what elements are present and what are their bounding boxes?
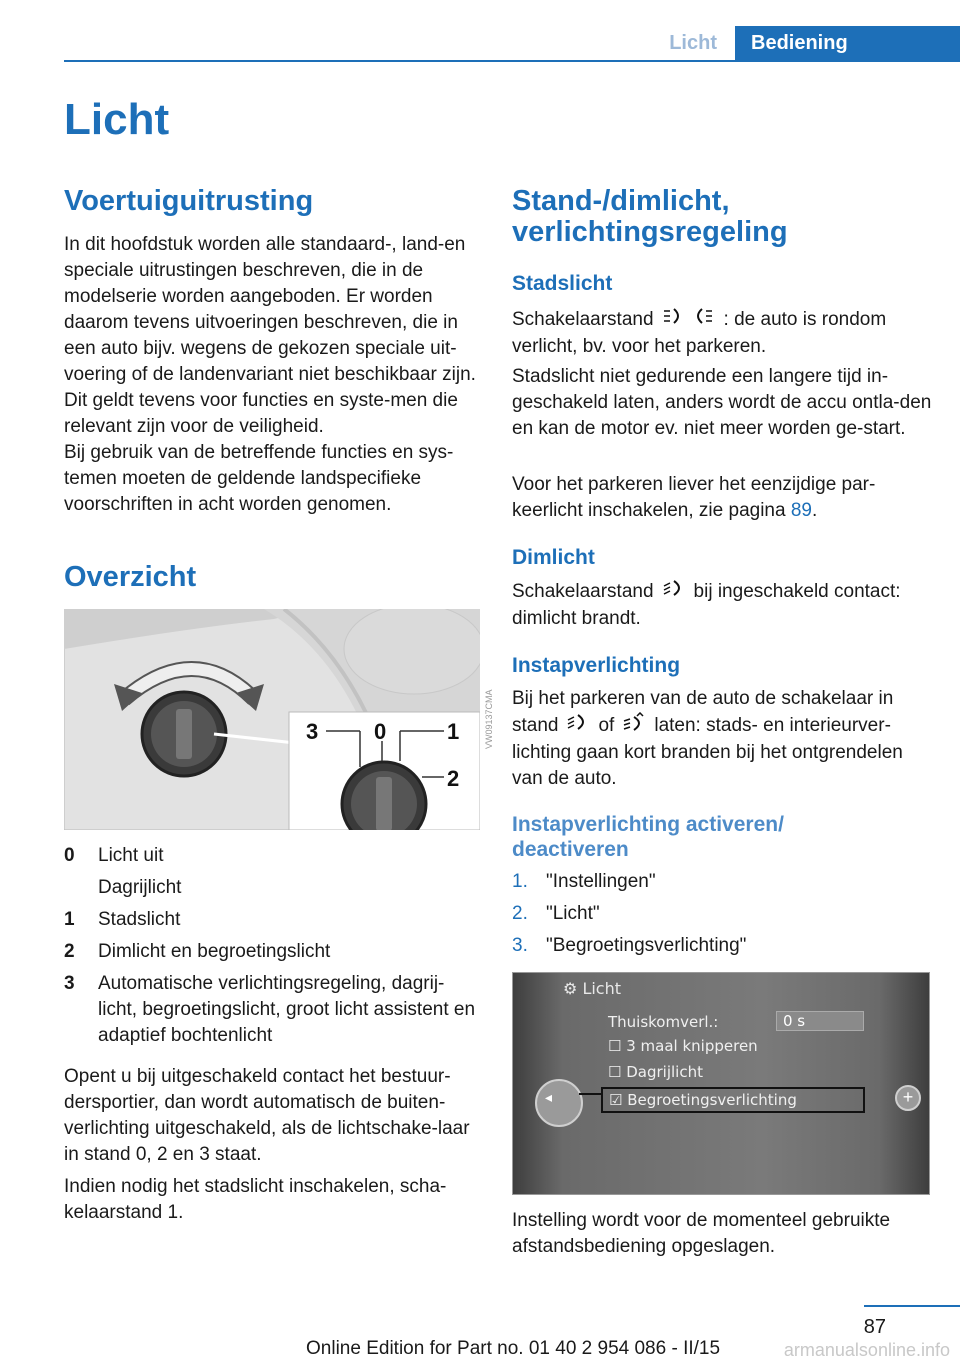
figure-label-0: 0 [374, 719, 387, 744]
header-tab-licht: Licht [669, 32, 717, 54]
light-switch-figure [64, 609, 494, 830]
gear-icon: ⚙ [563, 979, 578, 998]
instap-text-a: Bij het parkeren van de auto de schakelaar in stand [512, 688, 894, 737]
legend-text: Stadslicht [98, 909, 181, 930]
parking-light-icon [662, 306, 716, 334]
legend-item [64, 907, 480, 933]
screen-header [563, 979, 621, 998]
light-switch-illustration [64, 609, 480, 830]
legend-item [64, 843, 480, 869]
legend-num: 3 [64, 973, 75, 994]
paragraph-stadslicht-3 [512, 472, 932, 524]
arrow-left-icon: ◂ [545, 1089, 553, 1105]
instap-text-b: laten: stads- en interieurver-lichting gaan kort branden bij het ontgrendelen van de auto. [512, 715, 903, 789]
step-number: 3. [512, 935, 528, 956]
legend-text: Dimlicht en begroetingslicht [98, 941, 331, 962]
paragraph-voertuig-2: Bij gebruik van de betreffende functies en sys-temen moeten de geldende landspecifieke voorschriften in acht worden genomen. [64, 442, 454, 515]
list-item [512, 933, 932, 959]
legend-item [64, 971, 480, 1049]
auto-light-icon [622, 712, 646, 740]
heading-instap-activeren: Instapverlichting activeren/ deactiveren [512, 813, 784, 861]
header-rule [64, 60, 960, 62]
paragraph-voertuig-1: In dit hoofdstuk worden alle standaard-, land-en speciale uitrustingen beschreven, die in de modelserie worden aangeboden. Er worden daarom tevens uitvoeringen beschreven, die in een auto bijv. wegens de gekozen speciale uit-voering of de landenvariant niet beschikbaar zijn. Dit geldt tevens voor functies en syste-men die relevant zijn voor de veiligheid. [64, 234, 476, 437]
screen-option-begroeting[interactable] [601, 1087, 865, 1113]
legend-num: 2 [64, 941, 75, 962]
figure-label-2: 2 [447, 766, 460, 791]
paragraph-opent: Opent u bij uitgeschakeld contact het bestuur-dersportier, dan wordt automatisch de buiten-verlichting uitgeschakeld, als de lichtschake-laar in stand 0, 2 en 3 staat. [64, 1066, 470, 1165]
option-label: 3 maal knipperen [626, 1037, 758, 1055]
page-title: Licht [64, 95, 170, 144]
screen-time-value[interactable]: 0 s [776, 1011, 864, 1031]
screen-option-dagrijlicht[interactable] [608, 1063, 703, 1081]
edition-line: Online Edition for Part no. 01 40 2 954 086 - II/15 [306, 1338, 721, 1359]
step-text: "Begroetingsverlichting" [546, 935, 747, 956]
stads-3-text-a: Voor het parkeren liever het eenzijdige par-keerlicht inschakelen, zie pagina [512, 474, 876, 521]
selector-line [579, 1093, 601, 1095]
paragraph-stadslicht-1 [512, 306, 932, 360]
heading-stadslicht: Stadslicht [512, 272, 613, 295]
list-item [512, 901, 932, 927]
stads-text-a: Schakelaarstand [512, 309, 654, 331]
paragraph-instelling: Instelling wordt voor de momenteel gebruikte afstandsbediening opgeslagen. [512, 1210, 891, 1257]
checkbox-icon: ☐ [608, 1063, 622, 1081]
list-item [512, 869, 932, 895]
figure-label-1: 1 [447, 719, 460, 744]
steps-list [512, 869, 932, 959]
step-number: 1. [512, 871, 528, 892]
figure-label-3: 3 [306, 719, 319, 744]
heading-voertuiguitrusting: Voertuiguitrusting [64, 185, 314, 217]
checkbox-icon: ☐ [608, 1037, 622, 1055]
stads-text-b: : de auto is rondom verlicht, bv. voor het parkeren. [512, 309, 887, 357]
figure-legend [64, 843, 480, 1049]
legend-text: Licht uit [98, 845, 164, 866]
option-label: Dagrijlicht [626, 1063, 703, 1081]
legend-num [64, 875, 98, 901]
checkbox-checked-icon: ☑ [609, 1091, 623, 1109]
low-beam-icon [566, 712, 590, 740]
step-number: 2. [512, 903, 528, 924]
screen-option-knipperen[interactable] [608, 1037, 758, 1055]
idrive-screen [512, 972, 930, 1195]
legend-text: Dagrijlicht [98, 877, 182, 898]
paragraph-dimlicht [512, 578, 932, 632]
page-number: 87 [863, 1316, 886, 1338]
screen-row-label: Thuiskomverl.: [608, 1013, 719, 1031]
page-link-89[interactable]: 89 [790, 500, 812, 521]
watermark: armanualsonline.info [783, 1340, 950, 1360]
controller-knob-icon [535, 1079, 583, 1127]
screen-title: Licht [582, 979, 622, 998]
heading-dimlicht: Dimlicht [512, 546, 595, 569]
legend-num: 1 [64, 909, 75, 930]
heading-instapverlichting: Instapverlichting [512, 654, 681, 677]
figure-code: VW09137CMA [484, 689, 494, 749]
dim-text-a: Schakelaarstand [512, 581, 654, 603]
step-text: "Licht" [546, 903, 600, 924]
heading-overzicht: Overzicht [64, 561, 197, 593]
stads-3-text-b: . [811, 500, 818, 521]
paragraph-indien: Indien nodig het stadslicht inschakelen, scha-kelaarstand 1. [64, 1176, 447, 1223]
heading-stand-dimlicht: Stand-/dimlicht, verlichtingsregeling [512, 185, 788, 248]
plus-icon: + [895, 1085, 921, 1111]
low-beam-icon [662, 578, 686, 606]
paragraph-stadslicht-2: Stadslicht niet gedurende een langere tijd in-geschakeld laten, anders wordt de accu ontla-den en kan de motor ev. niet meer worden ge-start. [512, 366, 932, 439]
dim-text-b: bij ingeschakeld contact: dimlicht brandt. [512, 581, 901, 629]
footer-rule [864, 1305, 960, 1307]
paragraph-instapverlichting [512, 686, 932, 792]
legend-num: 0 [64, 845, 75, 866]
screen-bg [513, 973, 929, 1194]
legend-item [64, 939, 480, 965]
header-tab-bediening: Bediening [735, 26, 960, 62]
option-label: Begroetingsverlichting [627, 1091, 797, 1109]
step-text: "Instellingen" [546, 871, 656, 892]
legend-item [64, 875, 480, 901]
legend-text: Automatische verlichtingsregeling, dagrij-licht, begroetingslicht, groot licht assistent en adaptief bochtenlicht [98, 973, 476, 1046]
instap-of: of [598, 715, 615, 737]
